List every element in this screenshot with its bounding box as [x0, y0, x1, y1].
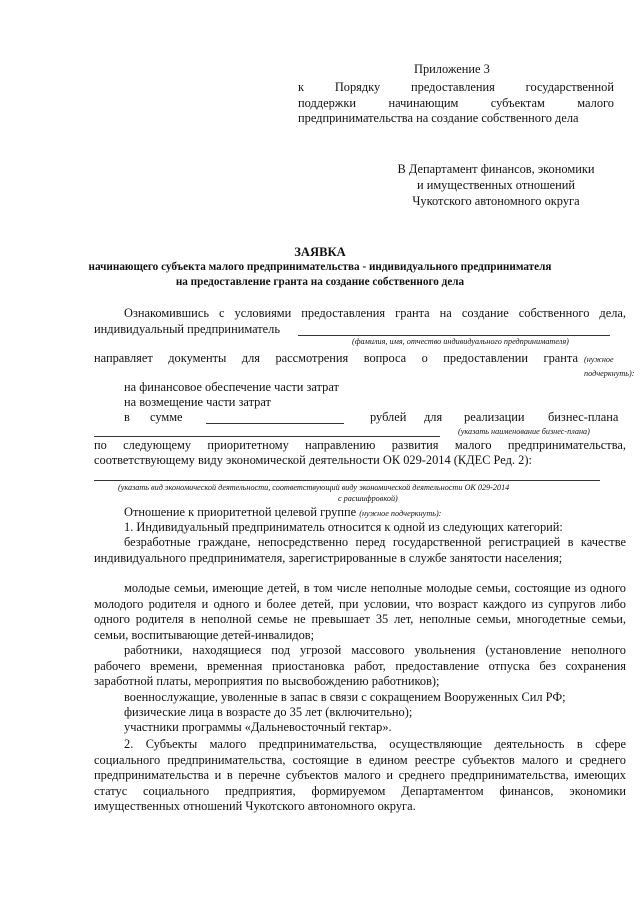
- document-subtitle-2: на предоставление гранта на создание собственного дела: [175, 276, 465, 288]
- fio-underline: [298, 335, 610, 336]
- document-title: ЗАЯВКА: [294, 245, 346, 259]
- appendix-line-3: предпринимательства на создание собственного дела: [298, 111, 579, 125]
- direction-line-1: по следующему приоритетному направлению развития малого предпринимательства,: [94, 438, 626, 452]
- category-young-persons: физические лица в возрасте до 35 лет (включительно);: [124, 705, 413, 719]
- item-1: 1. Индивидуальный предприниматель относится к одной из следующих категорий:: [124, 520, 563, 534]
- appendix-line-2: поддержки начинающим субъектам малого: [298, 96, 614, 110]
- fio-hint: (фамилия, имя, отчество индивидуального предпринимателя): [352, 337, 569, 346]
- sum-rubles: рублей: [370, 410, 407, 424]
- direction-line-2: соответствующему виду экономической деятельности ОК 029-2014 (КДЕС Ред. 2):: [94, 453, 532, 467]
- intro-line-1: Ознакомившись с условиями предоставления гранта на создание собственного дела,: [124, 306, 626, 320]
- addressee-line-3: Чукотского автономного округа: [412, 194, 580, 208]
- document-subtitle-1: начинающего субъекта малого предпринимательства - индивидуального предпринимателя: [88, 261, 552, 273]
- category-workers: работники, находящиеся под угрозой массового увольнения (установление неполного рабочего времени, временная приостановка работ, предоставление отпуска без сохранения заработной платы, мероприятия по высвобождению работников);: [94, 643, 626, 688]
- sum-business-plan: бизнес-плана: [548, 410, 619, 424]
- appendix-title: Приложение 3: [414, 62, 490, 76]
- category-hectare: участники программы «Дальневосточный гектар».: [124, 720, 392, 734]
- option-reimburse: на возмещение части затрат: [124, 395, 271, 409]
- business-plan-hint: (указать наименование бизнес-плана): [458, 427, 590, 436]
- target-group-label: [124, 505, 441, 520]
- category-military: военнослужащие, уволенные в запас в связи с сокращением Вооруженных Сил РФ;: [124, 690, 566, 704]
- sum-word: сумме: [150, 410, 183, 424]
- sum-for: для: [424, 410, 443, 424]
- category-young-families: молодые семьи, имеющие детей, в том числе неполные молодые семьи, состоящие из одного молодого родителя и одного и более детей, при условии, что возраст каждого из супругов либо одного родителя в неполной семье не превышает 35 лет, неполные семьи, многодетные семьи, семьи, воспитывающие детей-инвалидов;: [94, 581, 626, 642]
- okved-underline: [94, 480, 600, 481]
- sum-realize: реализации: [464, 410, 525, 424]
- intro-line-2: индивидуальный предприниматель: [94, 322, 281, 336]
- sum-underline: [206, 423, 344, 424]
- directs-line: направляет документы для рассмотрения вопроса о предоставлении гранта: [94, 351, 578, 365]
- item-2: 2. Субъекты малого предпринимательства, осуществляющие деятельность в сфере социального предпринимательства, состоящие в едином реестре субъектов малого и среднего предпринимательства и в перечне субъектов малого и среднего предпринимательства, имеющих статус социального предприятия, формируемом Департаментом финансов, экономики имущественных отношений Чукотского автономного округа.: [94, 737, 626, 813]
- category-unemployed: безработные граждане, непосредственно перед государственной регистрацией в качестве индивидуального предпринимателя, зарегистрированные в службе занятости населения;: [94, 535, 626, 565]
- target-group-hint: (нужное подчеркнуть):: [359, 509, 442, 518]
- choose-hint: (нужное подчеркнуть):: [584, 355, 635, 378]
- option-finance: на финансовое обеспечение части затрат: [124, 380, 339, 394]
- okved-hint-2: с расшифровкой): [338, 494, 398, 503]
- addressee-line-2: и имущественных отношений: [416, 178, 576, 192]
- addressee-line-1: В Департамент финансов, экономики: [397, 162, 595, 176]
- okved-hint-1: (указать вид экономической деятельности, соответствующий виду экономической деятельности ОК 029-2014: [118, 483, 510, 492]
- appendix-line-1: к Порядку предоставления государственной: [298, 80, 614, 94]
- sum-in: в: [124, 410, 130, 424]
- business-plan-underline: [94, 436, 440, 437]
- target-group-text: Отношение к приоритетной целевой группе: [124, 505, 357, 519]
